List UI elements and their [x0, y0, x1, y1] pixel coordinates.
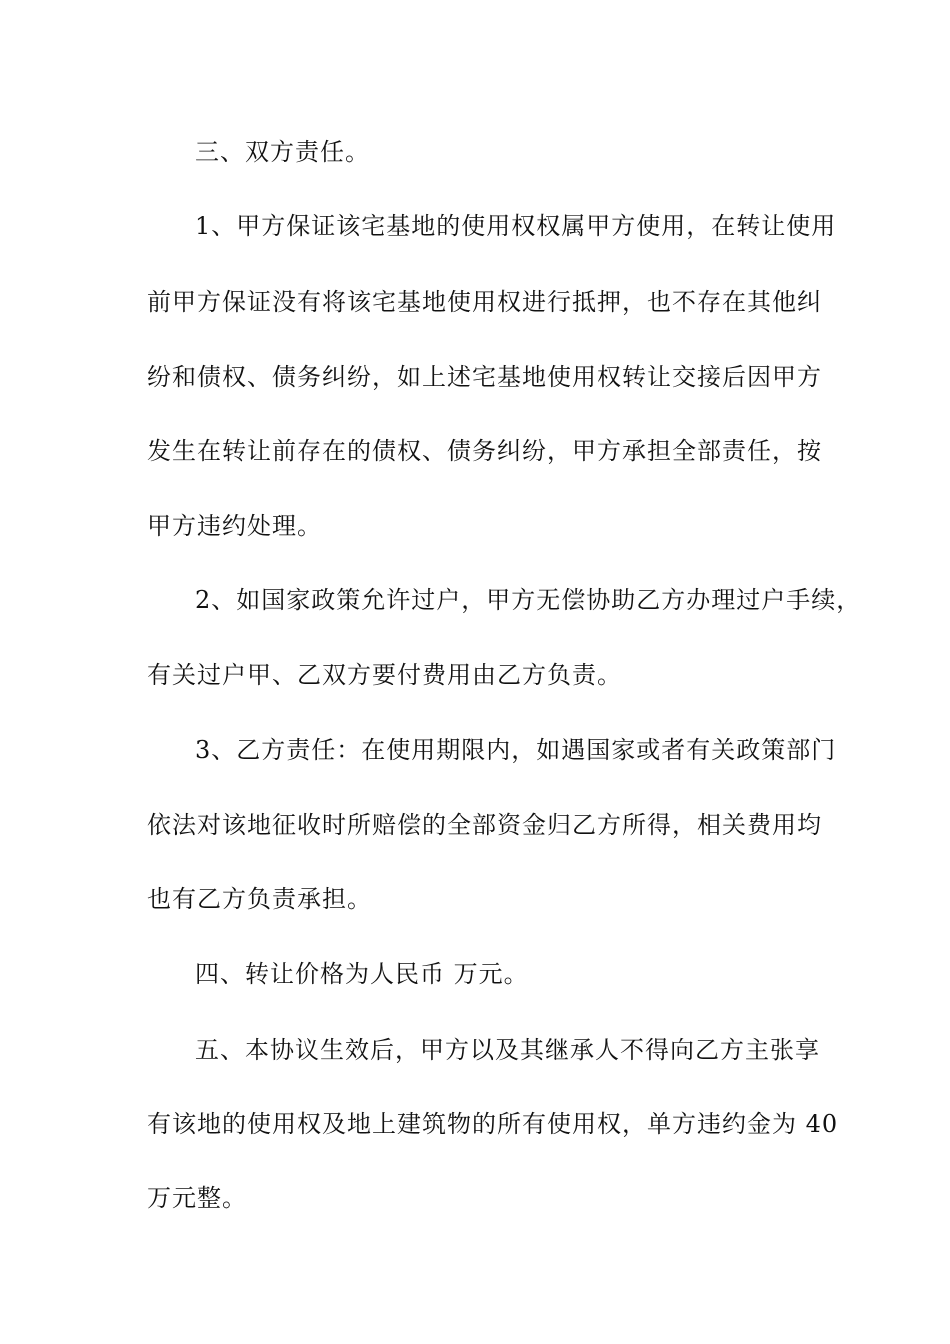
- paragraph-line: 依法对该地征收时所赔偿的全部资金归乙方所得，相关费用均: [147, 811, 822, 839]
- paragraph-line: 前甲方保证没有将该宅基地使用权进行抵押，也不存在其他纠: [147, 288, 822, 316]
- section-heading-4: 四、转让价格为人民币 万元。: [195, 960, 529, 988]
- section-heading-5: 五、本协议生效后，甲方以及其继承人不得向乙方主张享: [195, 1036, 820, 1064]
- paragraph-line: 发生在转让前存在的债权、债务纠纷，甲方承担全部责任，按: [147, 437, 822, 465]
- paragraph-line: 有该地的使用权及地上建筑物的所有使用权，单方违约金为 40: [147, 1110, 839, 1138]
- paragraph-line: 3、乙方责任：在使用期限内，如遇国家或者有关政策部门: [195, 736, 837, 764]
- paragraph-line: 有关过户甲、乙双方要付费用由乙方负责。: [147, 661, 622, 689]
- paragraph-line: 2、如国家政策允许过户，甲方无偿协助乙方办理过户手续，: [195, 586, 862, 614]
- paragraph-line: 也有乙方负责承担。: [147, 885, 372, 913]
- paragraph-line: 万元整。: [147, 1184, 247, 1212]
- paragraph-line: 1、甲方保证该宅基地的使用权权属甲方使用，在转让使用: [195, 212, 837, 240]
- paragraph-line: 纷和债权、债务纠纷，如上述宅基地使用权转让交接后因甲方: [147, 363, 822, 391]
- section-heading-3: 三、双方责任。: [195, 138, 370, 166]
- paragraph-line: 甲方违约处理。: [147, 512, 322, 540]
